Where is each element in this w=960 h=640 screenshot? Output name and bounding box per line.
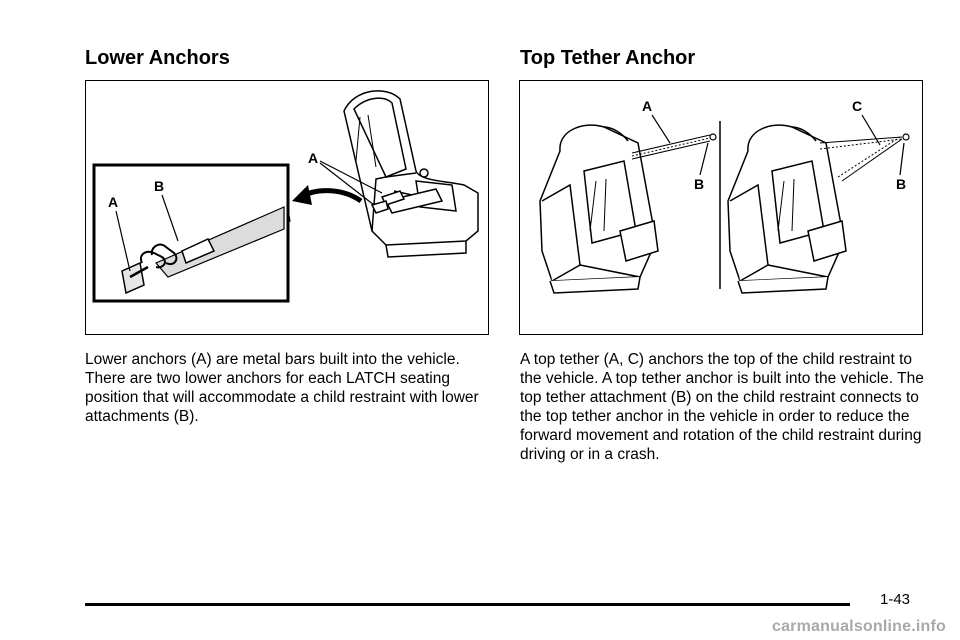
top-tether-anchor-heading: Top Tether Anchor: [520, 47, 696, 69]
label-b-right: B: [896, 176, 907, 192]
top-tether-anchor-text: A top tether (A, C) anchors the top of the child restraint to the vehicle. A top tether anchor is built into the vehicle. The top tether attachment (B) on the child restraint connects to the top tether anchor in the vehicle in order to reduce the forward movement and rotation of the child restraint during driving or in a crash.: [520, 351, 924, 463]
top-tether-illustration: [519, 80, 923, 335]
leader-c-right: [862, 115, 880, 145]
tether-strap-left: [632, 134, 716, 159]
label-a-left: A: [642, 98, 653, 114]
label-c-right: C: [852, 98, 863, 114]
label-b-inset: B: [154, 178, 165, 194]
label-a-inset: A: [108, 194, 119, 210]
footer-rule: [85, 603, 850, 606]
lower-anchors-drawing: [86, 81, 487, 333]
watermark-logo: carmanualsonline.info: [771, 618, 946, 635]
child-seat-left: [540, 125, 658, 293]
top-tether-drawing: [520, 81, 921, 333]
lower-anchors-text: Lower anchors (A) are metal bars built into the vehicle. There are two lower anchors for each LATCH seating position that will accommodate a child restraint with lower attachments (B).: [85, 351, 479, 425]
leader-b-left: [700, 143, 708, 175]
leader-a-left: [652, 115, 670, 143]
leader-b-right: [900, 143, 904, 175]
child-seat-right: [728, 125, 846, 293]
lower-anchors-inset: [94, 165, 288, 301]
tether-strap-right: [820, 134, 909, 181]
lower-anchors-illustration: [85, 80, 489, 335]
page-number: 1-43: [880, 591, 911, 608]
label-b-left: B: [694, 176, 705, 192]
curved-arrow-icon: [292, 185, 361, 205]
label-a-seat: A: [308, 150, 319, 166]
vehicle-seat-drawing: [344, 91, 478, 257]
lower-anchors-heading: Lower Anchors: [85, 47, 230, 69]
